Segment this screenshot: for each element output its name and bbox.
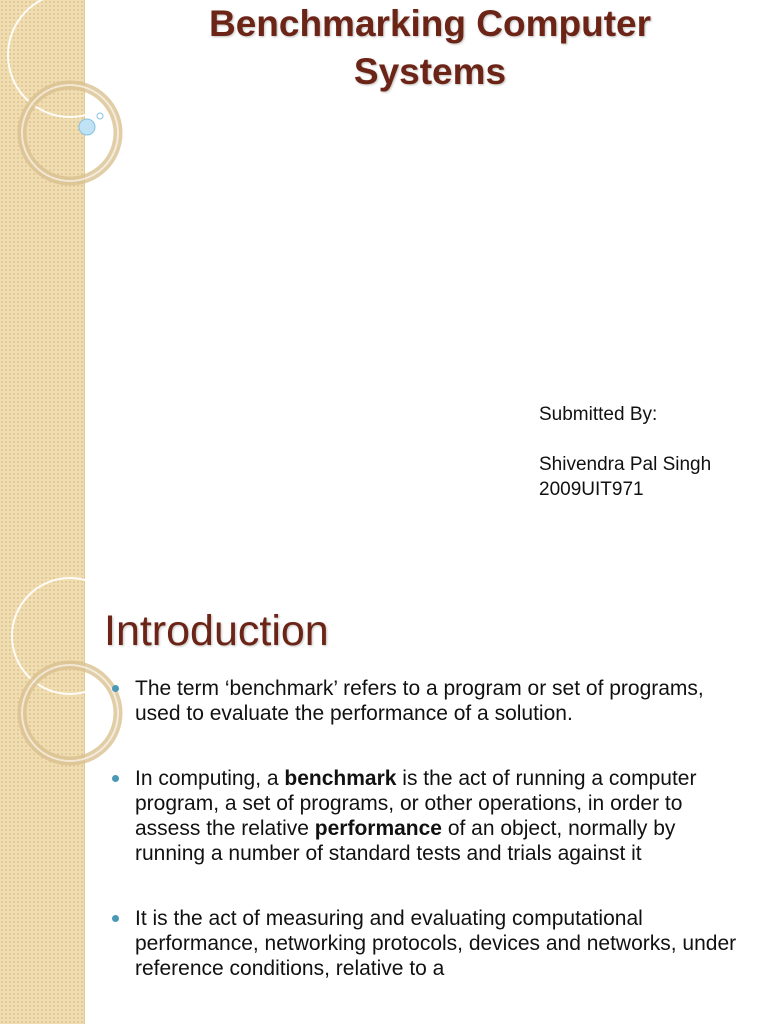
bullet-bold-term: performance	[314, 817, 442, 840]
submitted-label: Submitted By:	[539, 404, 658, 425]
bubble-icon	[79, 119, 95, 135]
bullet-dot-icon	[112, 775, 119, 782]
list-item	[112, 676, 742, 726]
bullet-list	[112, 676, 742, 1021]
slide-title-line-1: Benchmarking Computer	[208, 3, 651, 44]
section-title: Introduction	[104, 607, 329, 655]
bullet-text: In computing, a	[135, 767, 285, 790]
slide-title-line-2: Systems	[353, 51, 507, 92]
bullet-dot-icon	[112, 685, 119, 692]
bullet-bold-term: benchmark	[284, 767, 397, 790]
bullet-text: is the act of running a computer program, a set of programs, or other operations, in order to assess the relative	[135, 767, 697, 840]
slide-title	[100, 0, 760, 96]
bullet-text: of an object, normally by running a number of standard tests and trials against it	[135, 817, 676, 865]
bullet-text: It is the act of measuring and evaluating computational performance, networking protocols, devices and networks, under reference conditions, relative to a	[135, 907, 737, 980]
introduction-slide	[0, 576, 768, 1024]
list-item	[112, 766, 742, 866]
list-item	[112, 906, 742, 981]
author-name: Shivendra Pal Singh	[539, 454, 712, 475]
bullet-text: The term ‘benchmark’ refers to a program or set of programs, used to evaluate the performance of a solution.	[135, 677, 704, 725]
submitted-by-block	[539, 402, 711, 502]
bullet-dot-icon	[112, 915, 119, 922]
spacer	[539, 427, 711, 452]
author-id: 2009UIT971	[539, 479, 644, 500]
